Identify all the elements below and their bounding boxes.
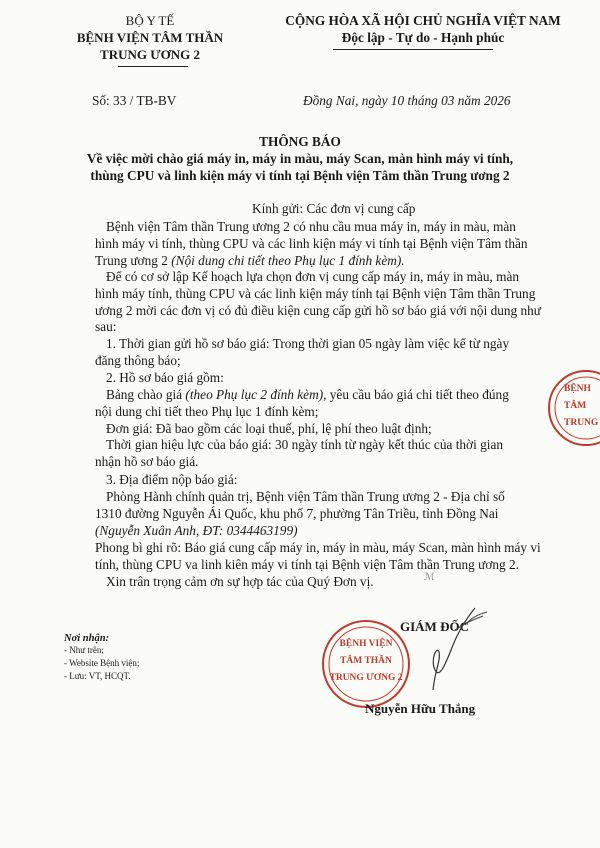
p2-line1: Để có cơ sở lập Kế hoạch lựa chọn đơn vị cung cấp máy in, máy in màu, màn bbox=[106, 269, 520, 284]
hospital-name-line1: BỆNH VIỆN TÂM THẦN bbox=[76, 30, 224, 45]
side-stamp-line3: TRUNG bbox=[564, 418, 599, 428]
signer-name: Nguyễn Hữu Thắng bbox=[365, 701, 476, 716]
item2-a-line1 bbox=[95, 387, 555, 404]
p1-line3 bbox=[95, 253, 550, 270]
item2-a-rest: , yêu cầu báo giá chi tiết theo đúng bbox=[323, 387, 509, 402]
item2-a-label: Bảng chào giá bbox=[106, 387, 183, 402]
item2-c-line2: nhận hồ sơ báo giá. bbox=[95, 454, 199, 470]
p2-line3: ương 2 mời các đơn vị có đủ điều kiện cung cấp gửi hồ sơ báo giá với nội dung như bbox=[95, 302, 542, 318]
p1-line3-text: Trung ương 2 bbox=[95, 252, 168, 268]
item2-b: Đơn giá: Đã bao gồm các loại thuế, phí, lệ phí theo luật định; bbox=[106, 420, 432, 436]
p1-line1: Bệnh viện Tâm thần Trung ương 2 có nhu cầu mua máy in, máy in màu, màn bbox=[106, 219, 516, 234]
item-2-details bbox=[95, 387, 555, 471]
signer-role: GIÁM ĐỐC bbox=[400, 619, 469, 634]
header-left-underline bbox=[118, 66, 188, 67]
document-number: Số: 33 / TB-BV bbox=[92, 93, 177, 108]
stamp-line3: TRUNG ƯƠNG 2 bbox=[329, 673, 403, 683]
initials-mark: ℳ bbox=[424, 572, 435, 583]
recipients-label: Nơi nhận: bbox=[64, 633, 110, 644]
paragraph-2 bbox=[95, 269, 550, 336]
p2-line2: hình máy tính, thùng CPU và các linh kiện máy tính tại Bệnh viện Tâm thần Trung bbox=[95, 285, 536, 301]
item3-line2: 1310 đường Nguyễn Ái Quốc, khu phố 7, phường Tân Triều, tỉnh Đồng Nai bbox=[95, 505, 499, 521]
item3-line1: Phòng Hành chính quản trị, Bệnh viện Tâm thần Trung ương 2 - Địa chỉ số bbox=[106, 489, 505, 504]
item1-line1: 1. Thời gian gửi hồ sơ báo giá: Trong thời gian 05 ngày làm việc kể từ ngày bbox=[106, 336, 510, 351]
header-left bbox=[55, 12, 245, 63]
paragraph-1 bbox=[95, 219, 550, 269]
subject-line2: thùng CPU và linh kiện máy vi tính tại Bệnh viện Tâm thần Trung ương 2 bbox=[90, 168, 510, 183]
side-stamp-line1: BỆNH bbox=[564, 384, 591, 394]
item-1 bbox=[95, 336, 550, 370]
place-date: Đồng Nai, ngày 10 tháng 03 năm 2026 bbox=[303, 93, 511, 108]
ministry-name: BỘ Y TẾ bbox=[125, 13, 175, 28]
p2-line4: sau: bbox=[95, 319, 117, 335]
side-stamp-line2: TÂM bbox=[564, 401, 587, 411]
side-stamp bbox=[546, 368, 600, 448]
envelope-note bbox=[95, 540, 550, 574]
item3-contact: (Nguyễn Xuân Anh, ĐT: 0344463199) bbox=[95, 522, 298, 538]
item-2: 2. Hồ sơ báo giá gồm: bbox=[106, 370, 224, 385]
stamp-line1: BỆNH VIỆN bbox=[339, 639, 393, 649]
signature-scribble-icon bbox=[395, 600, 505, 710]
side-stamp-text bbox=[564, 381, 598, 432]
header-right-underline bbox=[333, 49, 493, 50]
document-subject bbox=[30, 150, 570, 184]
item-3-details bbox=[95, 489, 550, 539]
country-name: CỘNG HÒA XÃ HỘI CHỦ NGHĨA VIỆT NAM bbox=[285, 13, 561, 28]
recipients-list bbox=[64, 644, 139, 683]
recipients-block bbox=[64, 633, 139, 683]
envelope-line1: Phong bì ghi rõ: Báo giá cung cấp máy in, máy in màu, máy Scan, màn hình máy vi bbox=[95, 540, 541, 555]
item2-c-line1: Thời gian hiệu lực của báo giá: 30 ngày tính từ ngày kết thúc của thời gian bbox=[106, 437, 503, 453]
document-title: THÔNG BÁO bbox=[259, 134, 341, 149]
p1-line3-annex: (Nội dung chi tiết theo Phụ lục 1 đính kèm). bbox=[171, 252, 405, 268]
item1-line2: đăng thông báo; bbox=[95, 352, 181, 368]
hospital-name-line2: TRUNG ƯƠNG 2 bbox=[100, 47, 200, 62]
recipient-item: - Website Bệnh viện; bbox=[64, 657, 139, 670]
salutation: Kính gửi: Các đơn vị cung cấp bbox=[252, 201, 416, 216]
p1-line2: hình máy vi tính, thùng CPU và các linh kiện máy vi tính tại Bệnh viện Tâm thần bbox=[95, 235, 528, 251]
header-right bbox=[262, 12, 584, 46]
subject-line1: Về việc mời chào giá máy in, máy in màu, máy Scan, màn hình máy vi tính, bbox=[86, 151, 514, 166]
item2-a-annex: (theo Phụ lục 2 đính kèm) bbox=[185, 387, 324, 402]
recipient-item: - Như trên; bbox=[64, 644, 139, 657]
recipient-item: - Lưu: VT, HCQT. bbox=[64, 670, 139, 683]
envelope-line2: tính, thùng CPU va linh kiên máy vi tính tại Bệnh viện Tâm thần Trung ương 2. bbox=[95, 556, 519, 572]
item-3: 3. Địa điểm nộp báo giá: bbox=[106, 472, 238, 487]
stamp-line2: TÂM THẦN bbox=[340, 656, 392, 666]
item2-a-line2: nội dung chi tiết theo Phụ lục 1 đính kèm; bbox=[95, 403, 319, 419]
national-motto: Độc lập - Tự do - Hạnh phúc bbox=[341, 30, 505, 45]
closing-sentence: Xin trân trọng cảm ơn sự hợp tác của Quý Đơn vị. bbox=[106, 574, 374, 589]
